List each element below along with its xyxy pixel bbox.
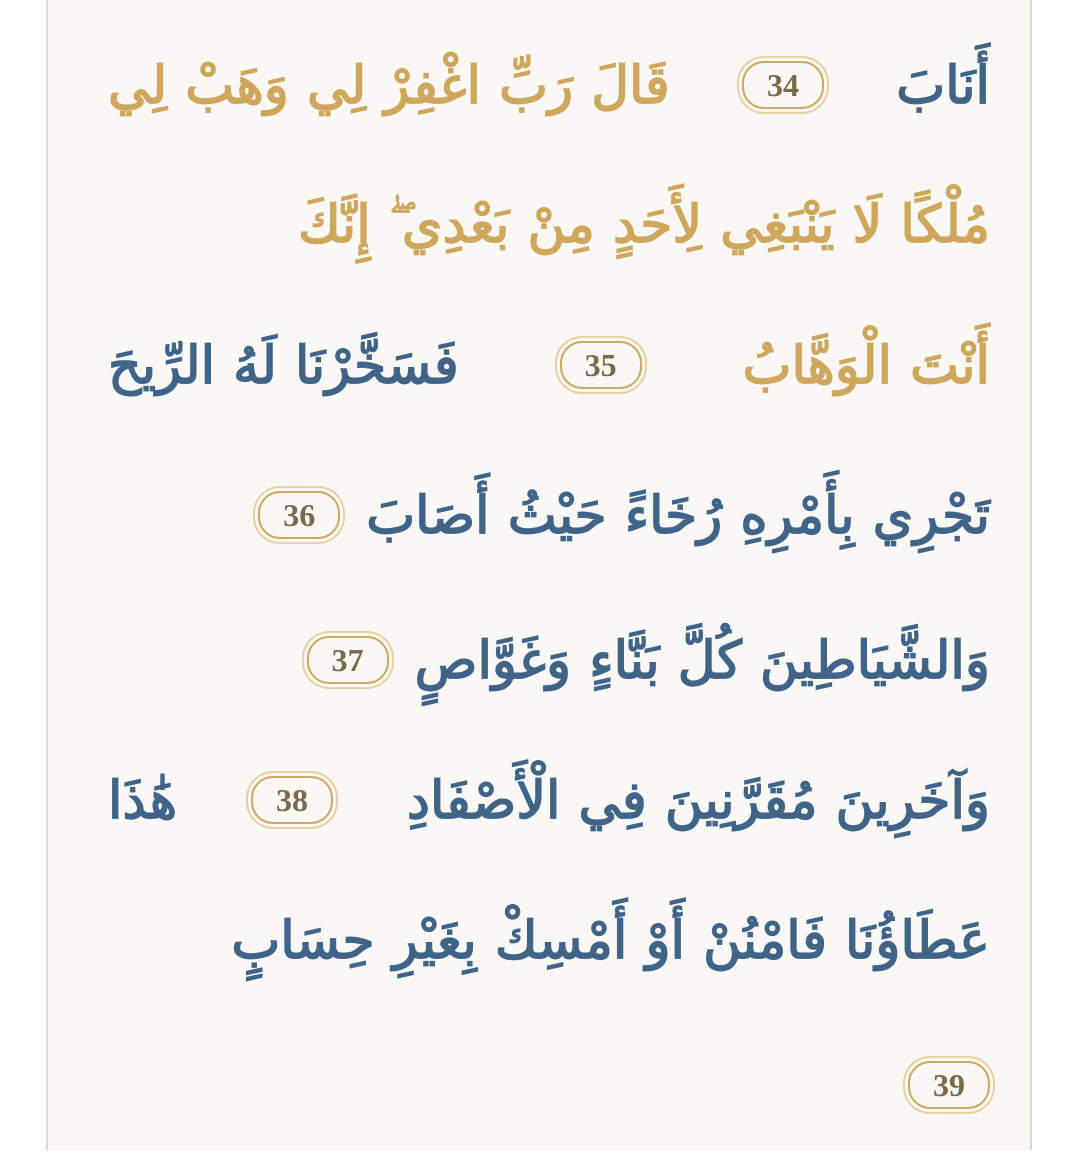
verse-text: عَطَاؤُنَا فَامْنُنْ أَوْ أَمْسِكْ بِغَيْرِ حِسَابٍ (231, 909, 990, 971)
verse-text: هَٰذَا (108, 769, 178, 831)
verse-text: أَنَابَ (896, 54, 990, 116)
verse-line-8 (108, 1015, 990, 1155)
ayah-number-marker: 37 (307, 636, 389, 684)
verse-line-6 (108, 730, 990, 870)
ayah-number-marker: 39 (908, 1061, 990, 1109)
verse-line-5 (108, 590, 990, 730)
verse-text: وَآخَرِينَ مُقَرَّنِينَ فِي الْأَصْفَادِ (406, 769, 990, 831)
verse-text-highlighted: مُلْكًا لَا يَنْبَغِي لِأَحَدٍ مِنْ بَعْدِي ۖ إِنَّكَ (297, 194, 990, 255)
ayah-number-marker: 34 (742, 61, 824, 109)
quran-page (46, 0, 1032, 1150)
ayah-number-marker: 36 (258, 491, 340, 539)
verse-text: فَسَخَّرْنَا لَهُ الرِّيحَ (108, 334, 459, 396)
verse-text: تَجْرِي بِأَمْرِهِ رُخَاءً حَيْثُ أَصَابَ (366, 484, 990, 546)
verse-line-1 (108, 15, 990, 155)
ayah-number-marker: 35 (560, 341, 642, 389)
verse-line-3 (108, 295, 990, 435)
verse-text: وَالشَّيَاطِينَ كُلَّ بَنَّاءٍ وَغَوَّاصٍ (414, 629, 990, 691)
verse-line-2 (108, 155, 990, 295)
verse-line-4 (108, 445, 990, 585)
verse-text-highlighted: أَنْتَ الْوَهَّابُ (742, 334, 990, 396)
verse-text-highlighted: قَالَ رَبِّ اغْفِرْ لِي وَهَبْ لِي (108, 54, 670, 116)
verse-line-7 (108, 870, 990, 1010)
ayah-number-marker: 38 (251, 776, 333, 824)
